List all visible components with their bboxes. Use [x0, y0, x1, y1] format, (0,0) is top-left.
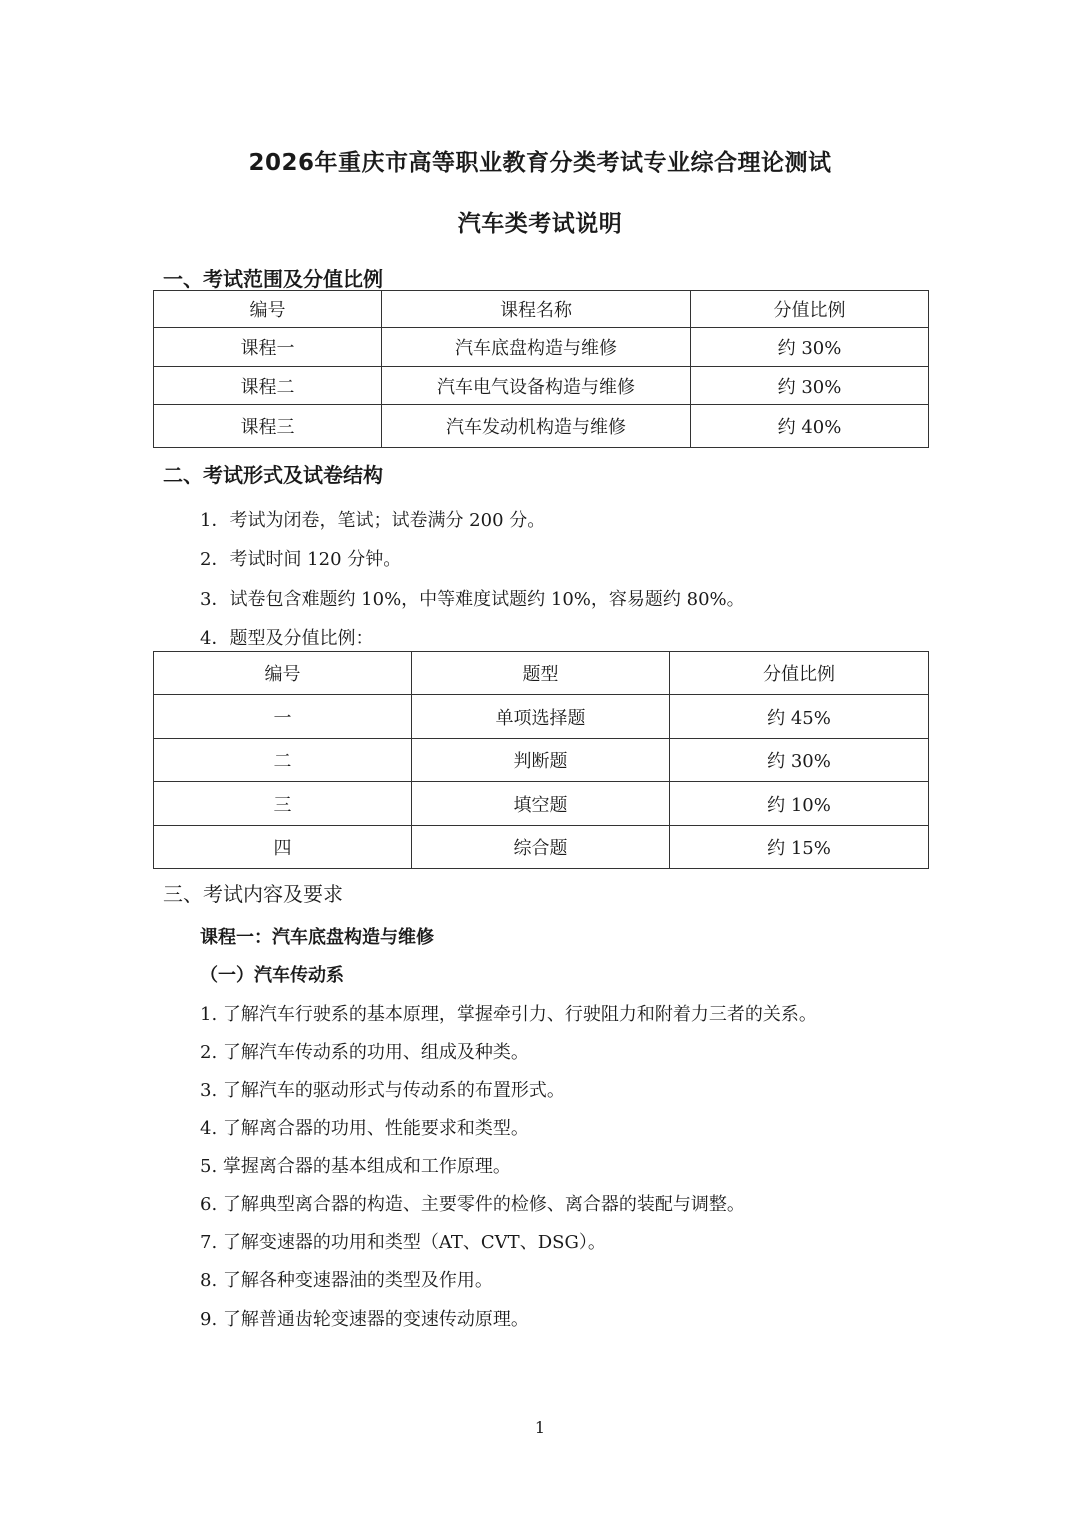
- table-cell: 课程三: [154, 405, 382, 448]
- table-cell: 约 30%: [691, 367, 929, 405]
- table-row: [154, 695, 929, 739]
- page-number: 1: [534, 1418, 546, 1437]
- section3-item: 7. 了解变速器的功用和类型（AT、CVT、DSG）。: [200, 1232, 606, 1253]
- table-cell: 汽车发动机构造与维修: [382, 405, 691, 448]
- section3-item: 3. 了解汽车的驱动形式与传动系的布置形式。: [200, 1080, 565, 1101]
- table-cell: 约 40%: [691, 405, 929, 448]
- course-heading: 课程一：汽车底盘构造与维修: [200, 927, 434, 948]
- table-row: [154, 826, 929, 869]
- table-cell: 一: [154, 695, 412, 739]
- table-header: 编号: [154, 291, 382, 328]
- table-cell: 判断题: [412, 739, 670, 782]
- section3-item: 1. 了解汽车行驶系的基本原理，掌握牵引力、行驶阻力和附着力三者的关系。: [200, 1004, 817, 1025]
- section3-item: 8. 了解各种变速器油的类型及作用。: [200, 1270, 493, 1291]
- section3-item: 6. 了解典型离合器的构造、主要零件的检修、离合器的装配与调整。: [200, 1194, 745, 1215]
- table-cell: 约 10%: [670, 782, 929, 826]
- question-type-table: [153, 651, 929, 869]
- table-header: 分值比例: [691, 291, 929, 328]
- table-cell: 课程一: [154, 328, 382, 367]
- table-header: 题型: [412, 652, 670, 695]
- table-cell: 汽车底盘构造与维修: [382, 328, 691, 367]
- section2-item: 3．试卷包含难题约 10%，中等难度试题约 10%，容易题约 80%。: [200, 589, 745, 610]
- table-cell: 约 30%: [691, 328, 929, 367]
- section2-item: 1．考试为闭卷，笔试；试卷满分 200 分。: [200, 510, 546, 531]
- table-row: [154, 739, 929, 782]
- table-row: [154, 405, 929, 448]
- table-row: [154, 367, 929, 405]
- section2-item: 4．题型及分值比例：: [200, 628, 374, 649]
- section3-item: 2. 了解汽车传动系的功用、组成及种类。: [200, 1042, 529, 1063]
- table-header-row: [154, 291, 929, 328]
- document-subtitle: 汽车类考试说明: [457, 211, 623, 237]
- table-cell: 约 30%: [670, 739, 929, 782]
- table-cell: 约 45%: [670, 695, 929, 739]
- table-cell: 课程二: [154, 367, 382, 405]
- section2-item: 2．考试时间 120 分钟。: [200, 549, 402, 570]
- table-header: 课程名称: [382, 291, 691, 328]
- table-cell: 汽车电气设备构造与维修: [382, 367, 691, 405]
- section3-heading: 三、考试内容及要求: [163, 882, 343, 906]
- section1-heading: 一、考试范围及分值比例: [163, 267, 383, 291]
- table-cell: 综合题: [412, 826, 670, 869]
- table-cell: 约 15%: [670, 826, 929, 869]
- sub-heading: （一）汽车传动系: [200, 965, 344, 986]
- table-cell: 三: [154, 782, 412, 826]
- table-row: [154, 328, 929, 367]
- table-cell: 填空题: [412, 782, 670, 826]
- document-title: 2026年重庆市高等职业教育分类考试专业综合理论测试: [248, 150, 832, 176]
- table-header: 分值比例: [670, 652, 929, 695]
- section3-item: 9. 了解普通齿轮变速器的变速传动原理。: [200, 1309, 529, 1330]
- section3-item: 4. 了解离合器的功用、性能要求和类型。: [200, 1118, 529, 1139]
- table-cell: 二: [154, 739, 412, 782]
- table-header-row: [154, 652, 929, 695]
- table-header: 编号: [154, 652, 412, 695]
- table-row: [154, 782, 929, 826]
- course-score-table: [153, 290, 929, 448]
- section3-item: 5. 掌握离合器的基本组成和工作原理。: [200, 1156, 511, 1177]
- section2-heading: 二、考试形式及试卷结构: [163, 463, 383, 487]
- table-cell: 单项选择题: [412, 695, 670, 739]
- table-cell: 四: [154, 826, 412, 869]
